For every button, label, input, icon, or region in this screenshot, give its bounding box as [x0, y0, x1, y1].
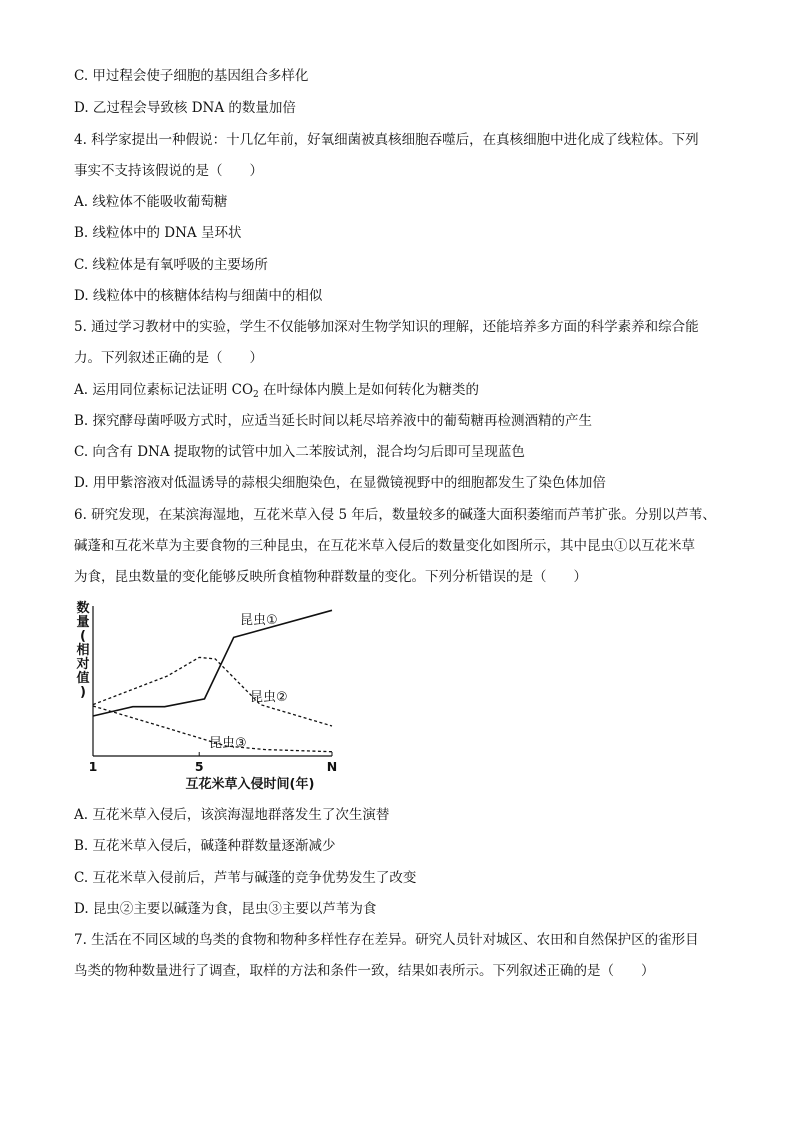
question-7-stem: 鸟类的物种数量进行了调查，取样的方法和条件一致，结果如表所示。下列叙述正确的是（ ） — [74, 963, 655, 979]
insect-population-chart — [70, 596, 350, 796]
y-axis-label-char: 对 — [76, 657, 90, 672]
option-6d: D. 昆虫②主要以碱蓬为食，昆虫③主要以芦苇为食 — [74, 901, 377, 917]
option-5a-text: 在叶绿体内膜上是如何转化为糖类的 — [258, 382, 480, 398]
option-5c: C. 向含有 DNA 提取物的试管中加入二苯胺试剂，混合均匀后即可呈现蓝色 — [74, 444, 525, 460]
y-axis-label-char: 数 — [76, 601, 90, 616]
series-label-3: 昆虫③ — [209, 736, 247, 751]
x-tick-label: N — [326, 759, 338, 774]
question-6-stem: 为食，昆虫数量的变化能够反映所食植物种群数量的变化。下列分析错误的是（ ） — [74, 569, 587, 585]
y-axis-label-char: 相 — [76, 643, 90, 658]
x-tick-label: 1 — [88, 759, 98, 774]
x-axis-label: 互花米草入侵时间(年) — [185, 777, 315, 792]
question-4-stem: 事实不支持该假说的是（ ） — [74, 163, 263, 179]
option-5a-text: A. 运用同位素标记法证明 CO — [74, 382, 254, 398]
y-axis-label-char: 值 — [76, 671, 90, 686]
series-line-2 — [93, 657, 332, 726]
option-4c: C. 线粒体是有氧呼吸的主要场所 — [74, 257, 268, 273]
question-7-stem: 7. 生活在不同区域的鸟类的食物和物种多样性存在差异。研究人员针对城区、农田和自然保护区的雀形目 — [74, 932, 699, 948]
question-6-stem: 碱蓬和互花米草为主要食物的三种昆虫，在互花米草入侵后的数量变化如图所示，其中昆虫①以互花米草 — [74, 538, 695, 554]
question-6-stem: 6. 研究发现，在某滨海湿地，互花米草入侵 5 年后，数量较多的碱蓬大面积萎缩而芦苇扩张。分别以芦苇、 — [74, 507, 716, 523]
series-line-1 — [93, 610, 332, 716]
series-label-1: 昆虫① — [240, 613, 278, 628]
question-5-stem: 5. 通过学习教材中的实验，学生不仅能够加深对生物学知识的理解，还能培养多方面的科学素养和综合能 — [74, 319, 699, 335]
question-5-stem: 力。下列叙述正确的是（ ） — [74, 350, 263, 366]
option-3c: C. 甲过程会使子细胞的基因组合多样化 — [74, 68, 309, 84]
option-6c: C. 互花米草入侵前后，芦苇与碱蓬的竞争优势发生了改变 — [74, 870, 417, 886]
option-3d: D. 乙过程会导致核 DNA 的数量加倍 — [74, 100, 296, 116]
question-4-stem: 4. 科学家提出一种假说：十几亿年前，好氧细菌被真核细胞吞噬后，在真核细胞中进化成了线粒体。下列 — [74, 132, 699, 148]
y-axis-label-char: ) — [80, 685, 86, 700]
option-5a — [74, 381, 479, 404]
option-6a: A. 互花米草入侵后，该滨海湿地群落发生了次生演替 — [74, 807, 390, 823]
x-tick-label: 5 — [194, 759, 204, 774]
option-4d: D. 线粒体中的核糖体结构与细菌中的相似 — [74, 288, 323, 304]
y-axis-label-char: 量 — [76, 615, 90, 630]
option-4a: A. 线粒体不能吸收葡萄糖 — [74, 194, 228, 210]
option-4b: B. 线粒体中的 DNA 呈环状 — [74, 225, 242, 241]
subscript: 2 — [253, 390, 259, 400]
y-axis-label-char: ( — [80, 629, 86, 644]
option-6b: B. 互花米草入侵后，碱蓬种群数量逐渐减少 — [74, 838, 336, 854]
option-5b: B. 探究酵母菌呼吸方式时，应适当延长时间以耗尽培养液中的葡萄糖再检测酒精的产生 — [74, 413, 593, 429]
y-axis-label — [75, 600, 89, 700]
option-5d: D. 用甲紫溶液对低温诱导的蒜根尖细胞染色，在显微镜视野中的细胞都发生了染色体加倍 — [74, 475, 606, 491]
series-label-2: 昆虫② — [250, 690, 288, 705]
